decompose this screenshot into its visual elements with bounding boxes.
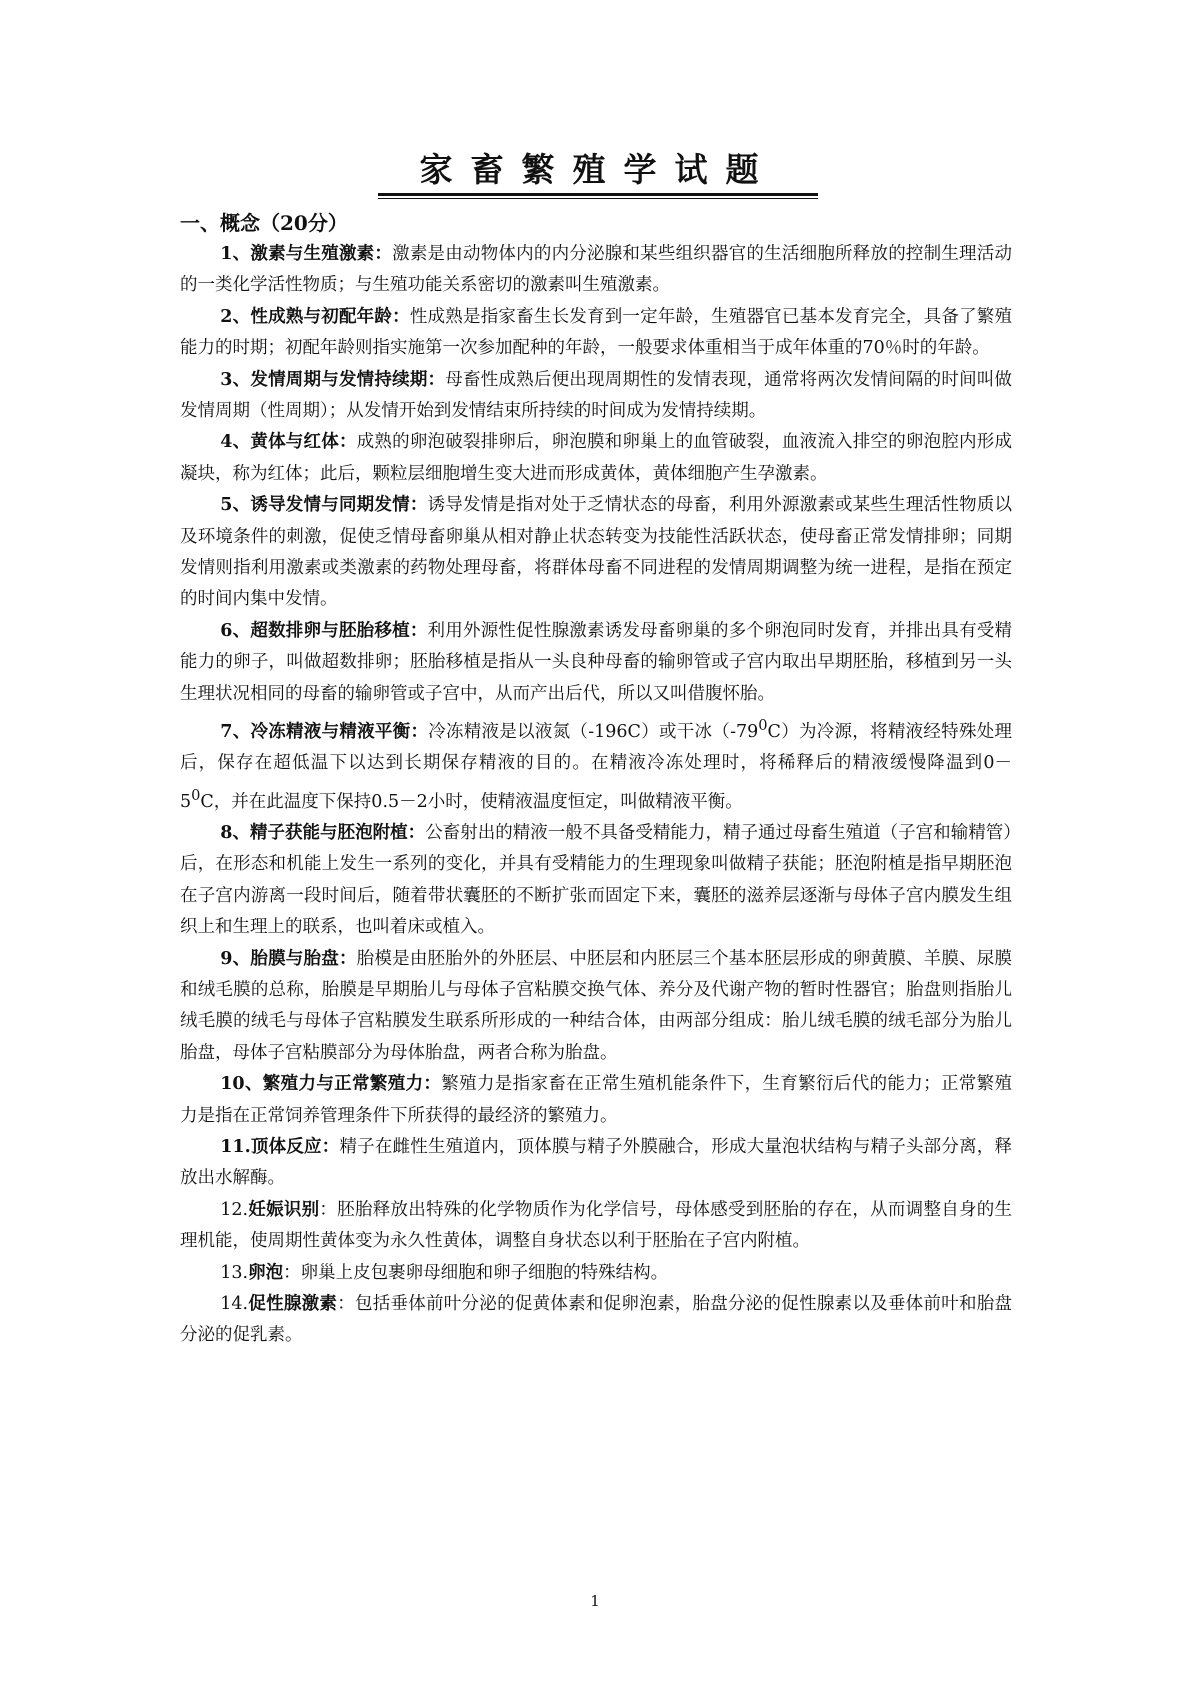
definition-number: 14. (220, 1294, 249, 1315)
definition-body: ：卵巢上皮包裹卵母细胞和卵子细胞的特殊结构。 (283, 1262, 669, 1283)
definition-term: 4、黄体与红体： (220, 432, 357, 453)
definition-body: 诱导发情是指对处于乏情状态的母畜，利用外源激素或某些生理活性物质以及环境条件的刺激，促使乏情母畜卵巢从相对静止状态转变为技能性活跃状态，使母畜正常发情排卵；同期发情则指利用激素或类激素的药物处理母畜，将群体母畜不同进程的发情周期调整为统一进程，是指在预定的时间内集中发情。 (180, 495, 1012, 610)
definition-body: 精子在雌性生殖道内，顶体膜与精子外膜融合，形成大量泡状结构与精子头部分离，释放出水解酶。 (180, 1137, 1013, 1189)
definition-term: 促性腺激素 (248, 1294, 338, 1315)
section-heading: 一、概念（20分） (180, 211, 348, 235)
definition-term: 卵泡 (248, 1262, 284, 1283)
definition-body: 激素是由动物体内的内分泌腺和某些组织器官的生活细胞所释放的控制生理活动的一类化学活性物质；与生殖功能关系密切的激素叫生殖激素。 (180, 244, 1012, 296)
definition-body: 胎模是由胚胎外的外胚层、中胚层和内胚层三个基本胚层形成的卵黄膜、羊膜、尿膜和绒毛膜的总称，胎膜是早期胎儿与母体子宫粘膜交换气体、养分及代谢产物的暂时性器官；胎盘则指胎儿绒毛膜的绒毛与母体子宫粘膜发生联系所形成的一种结合体，由两部分组成：胎儿绒毛膜的绒毛部分为胎儿胎盘，母体子宫粘膜部分为母体胎盘，两者合称为胎盘。 (180, 948, 1012, 1063)
page-number: 1 (590, 1592, 600, 1610)
definition-term: 7、冷冻精液与精液平衡： (220, 721, 429, 742)
definition-term: 2、性成熟与初配年龄： (220, 306, 410, 327)
title-underline (378, 193, 818, 196)
definition-term: 5、诱导发情与同期发情： (220, 495, 428, 516)
definition-term: 1、激素与生殖激素： (220, 244, 393, 264)
definition-item (180, 239, 1012, 302)
definition-item (180, 710, 1012, 818)
definition-number: 12. (220, 1199, 249, 1220)
title-block (378, 150, 818, 199)
definition-body: 公畜射出的精液一般不具备受精能力，精子通过母畜生殖道（子宫和输精管）后，在形态和机能上发生一系列的变化，并具有受精能力的生理现象叫做精子获能；胚泡附植是指早期胚泡在子宫内游离一段时间后，随着带状囊胚的不断扩张而固定下来，囊胚的滋养层逐渐与母体子宫内膜发生组织上和生理上的联系，也叫着床或植入。 (180, 822, 1012, 938)
definition-body: ：包括垂体前叶分泌的促黄体素和促卵泡素，胎盘分泌的促性腺素以及垂体前叶和胎盘分泌的促乳素。 (180, 1294, 1012, 1346)
definition-item (180, 302, 1012, 365)
definition-body: 成熟的卵泡破裂排卵后，卵泡膜和卵巢上的血管破裂，血液流入排空的卵泡腔内形成凝块，称为红体；此后，颗粒层细胞增生变大进而形成黄体，黄体细胞产生孕激素。 (180, 432, 1012, 484)
definition-term: 妊娠识别 (248, 1199, 320, 1220)
definition-item (180, 1258, 1012, 1289)
definition-body: 母畜性成熟后便出现周期性的发情表现，通常将两次发情间隔的时间叫做发情周期（性周期）；从发情开始到发情结束所持续的时间成为发情持续期。 (180, 369, 1013, 422)
definition-item (180, 1195, 1012, 1258)
definition-body: 性成熟是指家畜生长发育到一定年龄，生殖器官已基本发育完全，具备了繁殖能力的时期；初配年龄则指实施第一次参加配种的年龄，一般要求体重相当于成年体重的70％时的年龄。 (180, 306, 1012, 359)
definition-body: C）为冷源，将精液经特殊处理后，保存在超低温下以达到长期保存精液的目的。在精液冷冻处理时，将稀释后的精液缓慢降温到0－5 (180, 721, 1012, 812)
definition-number: 13. (220, 1262, 249, 1283)
definition-body: 繁殖力是指家畜在正常生殖机能条件下，生育繁衍后代的能力；正常繁殖力是指在正常饲养管理条件下所获得的最经济的繁殖力。 (180, 1074, 1012, 1126)
definition-item (180, 1289, 1012, 1352)
definition-term: 3、发情周期与发情持续期： (220, 369, 446, 390)
page-title: 家畜繁殖学试题 (419, 150, 777, 189)
definition-item (180, 490, 1012, 616)
title-underline-thin (378, 198, 818, 199)
definition-item (180, 365, 1012, 428)
definition-body: 冷冻精液是以液氮（-196C）或干冰（-79 (428, 721, 759, 742)
definition-term: 11.顶体反应： (220, 1137, 340, 1158)
definition-item (180, 944, 1012, 1070)
superscript: 0 (758, 717, 768, 735)
definition-body: ：胚胎释放出特殊的化学物质作为化学信号，母体感受到胚胎的存在，从而调整自身的生理机能，使周期性黄体变为永久性黄体，调整自身状态以利于胚胎在子宫内附植。 (180, 1199, 1012, 1252)
definition-term: 6、超数排卵与胚胎移植： (220, 620, 428, 641)
definitions-list (180, 239, 1012, 1352)
definition-term: 8、精子获能与胚泡附植： (220, 822, 426, 843)
definition-body: 利用外源性促性腺激素诱发母畜卵巢的多个卵泡同时发育，并排出具有受精能力的卵子，叫做超数排卵；胚胎移植是指从一头良种母畜的输卵管或子宫内取出早期胚胎，移植到另一头生理状况相同的母畜的输卵管或子宫中，从而产出后代，所以又叫借腹怀胎。 (180, 620, 1012, 704)
definition-item (180, 616, 1012, 710)
definition-item (180, 427, 1012, 490)
definition-term: 10、繁殖力与正常繁殖力： (220, 1074, 442, 1095)
definition-item (180, 1069, 1012, 1132)
definition-item (180, 818, 1012, 944)
superscript: 0 (191, 786, 201, 804)
definition-item (180, 1132, 1012, 1195)
definition-term: 9、胎膜与胎盘： (220, 948, 357, 969)
definition-body: C，并在此温度下保持0.5－2小时，使精液温度恒定，叫做精液平衡。 (200, 791, 743, 812)
